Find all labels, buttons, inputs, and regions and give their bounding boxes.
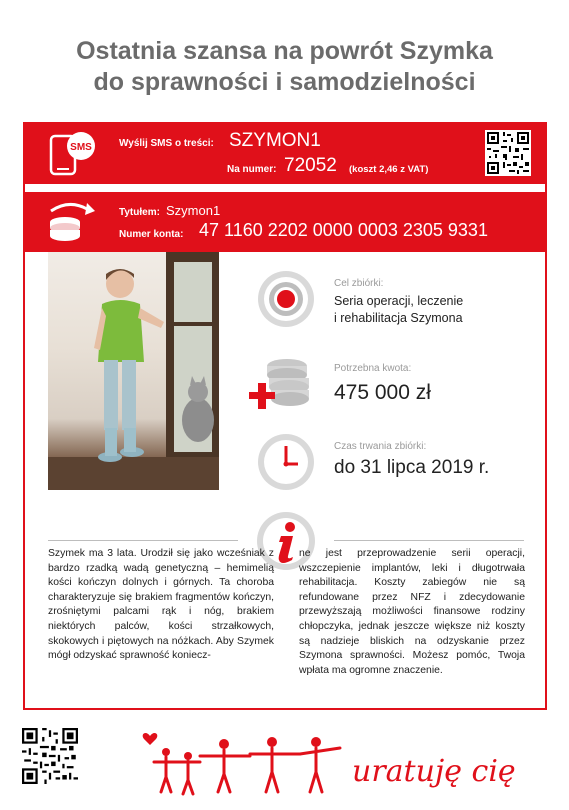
amount-label: Potrzebna kwota:	[334, 363, 412, 374]
story-text-right: ne jest przeprowadzenie serii operacji, wszczepienie implantów, leki i długotrwała rehabilitacja. Koszty zabiegów nie są refundowane przez NFZ i zdecydowanie przewyższają możliwości finansowe rodziny chłopczyka, jednak jeszcze większe niż koszty są nadzieje bliskich na odzyskanie przez Szymona sprawności. Możesz pomóc, Twoja wpłata ma ogromne znaczenie.	[299, 548, 525, 676]
svg-text:SMS: SMS	[70, 142, 92, 153]
clock-icon	[256, 432, 316, 492]
duration-label: Czas trwania zbiórki:	[334, 441, 427, 452]
footer-qr-code	[22, 728, 78, 784]
sms-content-value: SZYMON1	[229, 130, 321, 151]
uratuje-cie-logo	[140, 722, 350, 802]
logo-text: uratuję cię	[352, 754, 516, 789]
sms-cost-note: (koszt 2,46 z VAT)	[349, 164, 429, 175]
story-text-left: Szymek ma 3 lata. Urodził się jako wcześniak z bardzo rzadką wadą genetyczną – hemimelią kości kończyn dolnych i górnych. Ta choroba charakteryzuje się brakiem fragmentów kończyn, zrośniętymi palcami rąk i nóg, brakiem niektórych palców, kości strzałkowych, skokowych i piętowych na nóżkach. Aby Szymek mógł odzyskać sprawność koniecz-	[48, 548, 274, 662]
sms-content-label: Wyślij SMS o treści:	[119, 138, 214, 149]
goal-line-1: Seria operacji, leczenie	[334, 294, 464, 308]
sms-number-label: Na numer:	[227, 164, 277, 175]
page-title	[0, 36, 569, 98]
sms-qr-code	[485, 130, 531, 176]
coins-transfer-icon	[43, 197, 99, 247]
account-title-label: Tytułem:	[119, 207, 160, 218]
goal-label: Cel zbiórki:	[334, 278, 384, 289]
amount-value: 475 000 zł	[334, 381, 431, 404]
duration-value: do 31 lipca 2019 r.	[334, 457, 490, 478]
sms-number-value: 72052	[284, 155, 337, 176]
coins-plus-icon	[245, 352, 317, 416]
child-photo-illustration	[48, 252, 219, 490]
phone-sms-icon	[45, 128, 101, 178]
title-line-1: Ostatnia szansa na powrót Szymka	[76, 37, 493, 65]
goal-line-2: i rehabilitacja Szymona	[334, 311, 463, 325]
separator-left	[48, 540, 238, 541]
title-line-2: do sprawności i samodzielności	[93, 68, 476, 96]
sms-band	[23, 122, 547, 184]
account-number-value: 47 1160 2202 0000 0003 2305 9331	[199, 220, 488, 240]
child-photo	[48, 252, 219, 490]
account-band	[23, 192, 547, 252]
account-number-label: Numer konta:	[119, 229, 184, 240]
account-title-value: Szymon1	[166, 203, 221, 218]
separator-right	[334, 540, 524, 541]
target-icon	[256, 269, 316, 329]
